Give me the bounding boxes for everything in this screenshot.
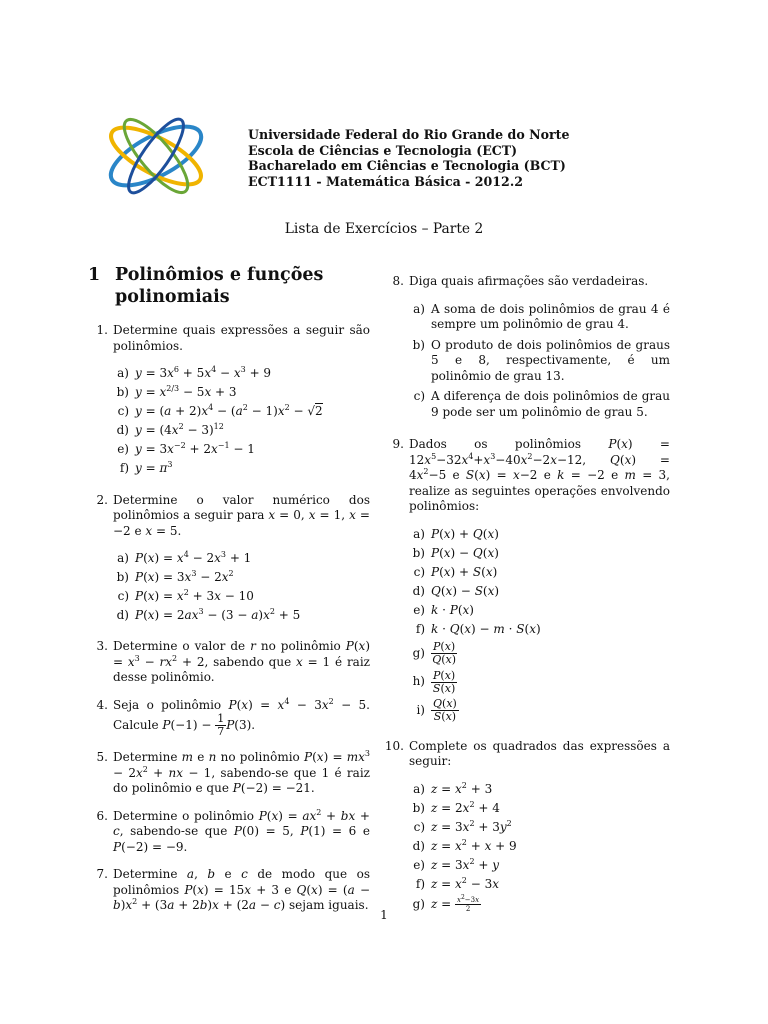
option-c: c) $y = (a + 2)x^4 - (a^2 - 1)x^2 - √2$ <box>117 403 323 419</box>
option-b: b) O produto de dois polinômios de graus 5 e 8, respectivamente, é um polinômio de grau 13. <box>412 337 670 383</box>
option-g: g) $\frac{P(x)}{Q(x)}$ <box>412 640 457 667</box>
option-a: a) P(x) + Q(x) <box>413 526 499 541</box>
option-a: a) $P(x) = x^4 - 2x^3 + 1$ <box>117 550 252 566</box>
option-e: e) k · P(x) <box>413 602 474 617</box>
option-h: h) $\frac{P(x)}{S(x)}$ <box>412 668 456 695</box>
option-c: c) $z = 3x^2 + 3y^2$ <box>413 819 512 835</box>
option-e: e) $z = 3x^2 + y$ <box>413 857 499 873</box>
option-c: c) $P(x) = x^2 + 3x - 10$ <box>117 588 254 604</box>
course-name: ECT1111 - Matemática Básica - 2012.2 <box>248 174 523 190</box>
question-9: 9. Dados os polinômios $P(x) = 12x^5-32x^4+x^3-40x^2-2x-12$, $Q(x) = 4x^2-5$ e S(x) = x−2 e k = −2 e m = 3, realize as seguintes operações envolvendo polinômios: a) P(x) + Q(x) b) P(x) − Q(x) c) P(x) + S(x) d) Q(x) − S(x) e) k · P(x) f) k · Q(x) − m · S(x) g) $\frac{P(x)}{Q(x)}$ h) $\frac{P(x)}{S(x)}$ i) $\frac{Q(x)}{S(x)}$ <box>392 437 670 724</box>
option-a: a) $z = x^2 + 3$ <box>413 780 493 796</box>
option-b: b) $z = 2x^2 + 4$ <box>412 799 500 815</box>
option-d: d) $z = x^2 + x + 9$ <box>412 838 517 854</box>
option-f: f) $z = x^2 - 3x$ <box>415 876 499 892</box>
option-f: f) $y = \pi^3$ <box>119 460 173 476</box>
right-column <box>384 274 670 929</box>
institution-header <box>248 127 569 190</box>
university-logo <box>98 108 214 204</box>
program-name: Bacharelado em Ciências e Tecnologia (BCT) <box>248 158 566 174</box>
university-name: Universidade Federal do Rio Grande do Norte <box>248 127 570 142</box>
section-number: 1 <box>88 265 101 285</box>
option-b: b) $y = x^{2/3} - 5x + 3$ <box>116 384 237 400</box>
question-5: 5. Determine m e n no polinômio $P(x) = mx^3 - 2x^2$ + nx − 1, sabendo-se que 1 é raiz do polinômio e que P(−2) = −21. <box>96 749 371 796</box>
question-8: 8. Diga quais afirmações são verdadeiras. a) A soma de dois polinômios de grau 4 é sempre um polinômio de grau 4. b) O produto de dois polinômios de graus 5 e 8, respectivamente, é um polinômio de grau 13. c) A diferença de dois polinômios de grau 9 pode ser um polinômio de grau 5. <box>392 274 670 419</box>
school-name: Escola de Ciências e Tecnologia (ECT) <box>248 142 518 158</box>
question-6: 6. Determine o polinômio $P(x) = ax^2$ + bx + c, sabendo-se que P(0) = 5, P(1) = 6 e P(−2) = −9. <box>96 807 370 854</box>
question-4: 4. Seja o polinômio $P(x) = x^4 - 3x^2 - 5$. Calcule P(−1) − $\frac{1}{7}$ P(3). <box>96 696 370 739</box>
section-title: Polinômios e funções polinomiais <box>115 265 324 307</box>
question-1: 1. Determine quais expressões a seguir são polinômios. a) $y = 3x^6 + 5x^4 - x^3 + 9$ b) $y = x^{2/3} - 5x + 3$ c) $y = (a + 2)x^4 - (a^2 - 1)x^2 - √2$ d) $y = (4x^2 - 3)^{12}$ e) $y = 3x^{-2} + 2x^{-1} - 1$ f) $y = \pi^3$ <box>96 323 370 476</box>
option-d: d) $y = (4x^2 - 3)^{12}$ <box>116 422 224 438</box>
section-heading <box>88 264 370 308</box>
option-c: c) A diferença de dois polinômios de grau 9 pode ser um polinômio de grau 5. <box>413 389 670 419</box>
option-a: a) A soma de dois polinômios de grau 4 é sempre um polinômio de grau 4. <box>413 301 670 331</box>
option-c: c) P(x) + S(x) <box>413 564 498 579</box>
page-number: 1 <box>380 908 388 922</box>
option-a: a) $y = 3x^6 + 5x^4 - x^3 + 9$ <box>117 365 272 380</box>
question-text: Determine o valor numérico dos polinômios a seguir para x = 0, x = 1, x = −2 e x = 5. <box>113 492 370 538</box>
question-7: 7. Determine a, b e c de modo que os polinômios P(x) = 15x + 3 e $Q(x) = (a - b)x^2 + (3a + 2b)x + (2a - c)$ sejam iguais. <box>96 867 370 913</box>
option-d: d) Q(x) − S(x) <box>412 583 500 598</box>
left-column <box>88 264 370 926</box>
option-b: b) P(x) − Q(x) <box>412 545 499 560</box>
option-b: b) $P(x) = 3x^3 - 2x^2$ <box>116 569 234 585</box>
option-d: d) $P(x) = 2ax^3 - (3 - a)x^2 + 5$ <box>116 607 301 623</box>
document-title: Lista de Exercícios – Parte 2 <box>284 221 484 237</box>
option-g: g) z = $\frac{x^2-3x}{2}$ <box>412 894 480 914</box>
question-2: 2. Determine o valor numérico dos polinômios a seguir para x = 0, x = 1, x = −2 e x = 5. a) $P(x) = x^4 - 2x^3 + 1$ b) $P(x) = 3x^3 - 2x^2$ c) $P(x) = x^2 + 3x - 10$ d) $P(x) = 2ax^3 - (3 - a)x^2 + 5$ <box>96 492 370 623</box>
option-f: f) k · Q(x) − m · S(x) <box>415 621 541 636</box>
question-10: 10. Complete os quadrados das expressões a seguir: a) $z = x^2 + 3$ b) $z = 2x^2 + 4$ c) $z = 3x^2 + 3y^2$ d) $z = x^2 + x + 9$ e) $z = 3x^2 + y$ f) $z = x^2 - 3x$ g) z = $\frac{x^2-3x}{2}$ <box>384 738 670 914</box>
option-i: i) $\frac{Q(x)}{S(x)}$ <box>416 697 457 724</box>
option-e: e) $y = 3x^{-2} + 2x^{-1} - 1$ <box>117 441 255 457</box>
question-text: Determine quais expressões a seguir são polinômios. <box>113 323 370 353</box>
question-3: 3. Determine o valor de r no polinômio $P(x) = x^3 - rx^2 + 2$, sabendo que x = 1 é raiz desse polinômio. <box>96 639 370 685</box>
